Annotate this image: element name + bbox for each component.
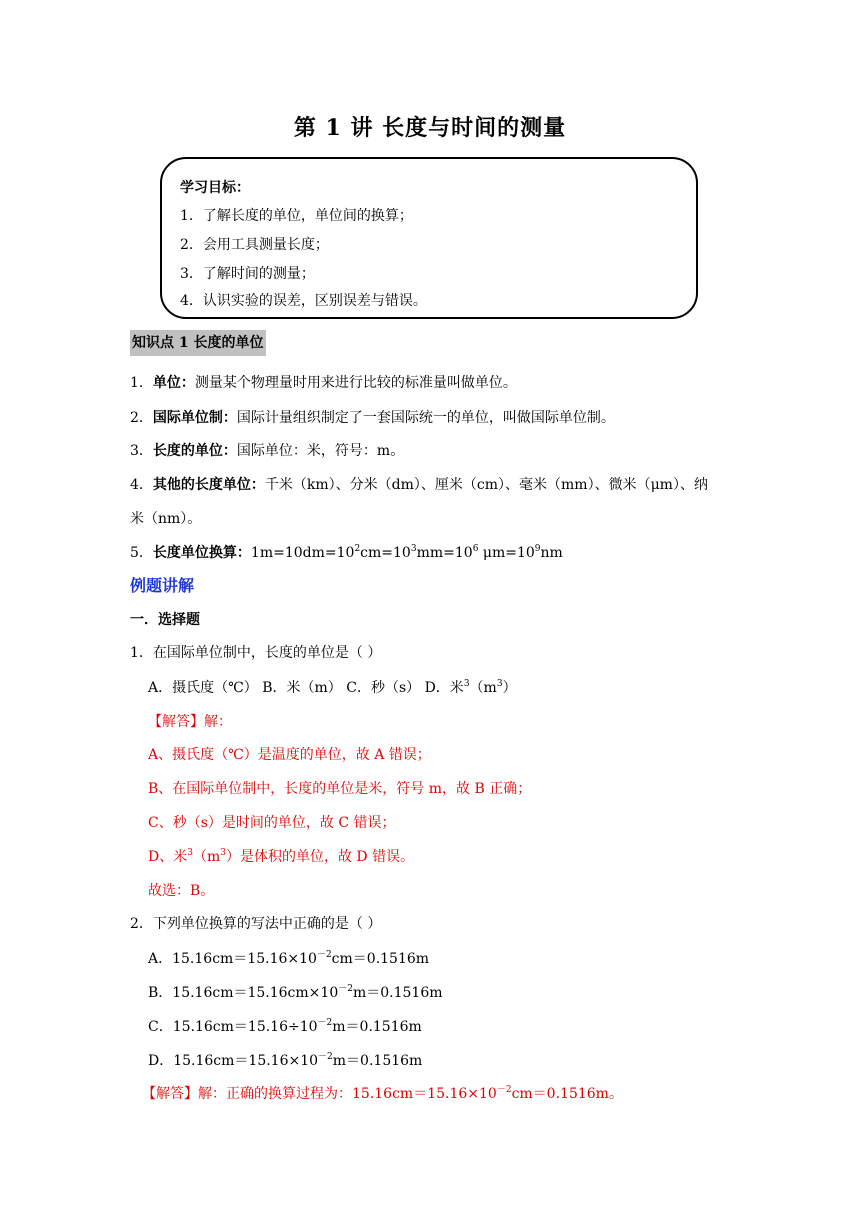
exponent: 2 <box>354 544 361 554</box>
learning-goals-box <box>160 157 698 319</box>
exponent: 9 <box>534 544 541 554</box>
kp-label: 长度单位换算： <box>152 545 251 561</box>
kp-item <box>130 542 563 562</box>
exponent: 3 <box>463 679 470 689</box>
exponent: －2 <box>338 984 353 994</box>
exponent: －2 <box>496 1085 512 1095</box>
formula-part: mm=10 <box>416 545 473 561</box>
formula-part: 1m=10dm=10 <box>250 545 355 561</box>
exponent: －2 <box>318 1052 333 1062</box>
kp-num: 1． <box>130 375 153 391</box>
kp-label: 单位： <box>152 375 195 391</box>
option-d <box>148 1050 422 1070</box>
exponent: 3 <box>187 848 193 858</box>
options-text: A．摄氏度（℃） B．米（m） C．秒（s） D．米 <box>148 680 464 696</box>
kp-item-continued: 米（nm）。 <box>130 511 202 527</box>
answer-text: ）是体积的单位，故 D 错误。 <box>225 849 415 865</box>
exponent: －2 <box>317 1018 333 1028</box>
kp-label: 国际单位制： <box>152 410 237 426</box>
option-text: A．15.16cm＝15.16×10 <box>148 951 317 967</box>
kp-item <box>130 474 708 494</box>
exponent: －2 <box>316 950 332 960</box>
answer-text: （m <box>192 849 221 865</box>
exponent: 3 <box>220 848 226 858</box>
kp-num: 2． <box>130 410 153 426</box>
exponent: 3 <box>496 679 503 689</box>
examples-heading: 例题讲解 <box>130 576 195 595</box>
option-text: m＝0.1516m <box>332 1019 422 1035</box>
goal-item: 2．会用工具测量长度； <box>180 237 329 253</box>
answer-text: cm＝0.1516m。 <box>511 1086 623 1102</box>
kp-text: 测量某个物理量时用来进行比较的标准量叫做单位。 <box>194 375 517 391</box>
exponent: 6 <box>472 544 479 554</box>
kp-num: 4． <box>130 477 153 493</box>
option-text: B．15.16cm＝15.16cm×10 <box>148 985 339 1001</box>
options-text: ） <box>502 680 517 696</box>
kp-text: 千米（km）、分米（dm）、厘米（cm）、毫米（mm）、微米（μm）、纳 <box>264 477 708 493</box>
option-text: C．15.16cm＝15.16÷10 <box>148 1019 318 1035</box>
answer-text: 【解答】解：正确的换算过程为：15.16cm＝15.16×10 <box>142 1086 497 1102</box>
formula-part: cm=10 <box>360 545 411 561</box>
option-text: m＝0.1516m <box>332 1053 423 1069</box>
kp-text: 国际单位：米，符号：m。 <box>236 443 405 459</box>
answer-line: C、秒（s）是时间的单位，故 C 错误； <box>148 815 396 831</box>
answer-label: 【解答】解： <box>148 714 232 730</box>
kp-item <box>130 407 615 427</box>
answer-choice: 故选：B。 <box>148 883 215 899</box>
option-text: cm＝0.1516m <box>331 951 430 967</box>
exponent: 3 <box>410 544 417 554</box>
kp-num: 5． <box>130 545 153 561</box>
question-1-options <box>148 677 517 697</box>
answer-line <box>148 846 414 866</box>
kp-label: 长度的单位： <box>152 443 237 459</box>
answer-line: A、摄氏度（℃）是温度的单位，故 A 错误； <box>148 747 431 763</box>
question-2-stem: 2．下列单位换算的写法中正确的是（ ） <box>130 916 382 932</box>
page-title: 第 1 讲 长度与时间的测量 <box>293 115 567 141</box>
goal-item: 4．认识实验的误差，区别误差与错误。 <box>180 293 427 309</box>
section-heading: 一．选择题 <box>130 612 200 628</box>
kp-num: 3． <box>130 443 153 459</box>
answer-line <box>142 1083 623 1103</box>
goal-item: 1．了解长度的单位，单位间的换算； <box>180 208 413 224</box>
answer-line: B、在国际单位制中，长度的单位是米，符号 m，故 B 正确； <box>148 781 532 797</box>
goal-item: 3．了解时间的测量； <box>180 266 315 282</box>
answer-text: D、米 <box>148 849 188 865</box>
formula-part: μm=10 <box>478 545 535 561</box>
formula-part: nm <box>540 545 563 561</box>
options-text: （m <box>469 680 497 696</box>
goals-title: 学习目标： <box>180 180 250 196</box>
kp-text: 国际计量组织制定了一套国际统一的单位，叫做国际单位制。 <box>236 410 615 426</box>
option-a <box>148 948 429 968</box>
kp-item <box>130 440 404 460</box>
option-b <box>148 982 443 1002</box>
question-1-stem: 1．在国际单位制中，长度的单位是（ ） <box>130 645 382 661</box>
option-text: D．15.16cm＝15.16×10 <box>148 1053 319 1069</box>
kp-label: 其他的长度单位： <box>152 477 265 493</box>
knowledge-point-header: 知识点 1 长度的单位 <box>130 330 266 356</box>
option-text: m＝0.1516m <box>352 985 443 1001</box>
kp-item <box>130 372 517 392</box>
option-c <box>148 1016 422 1036</box>
